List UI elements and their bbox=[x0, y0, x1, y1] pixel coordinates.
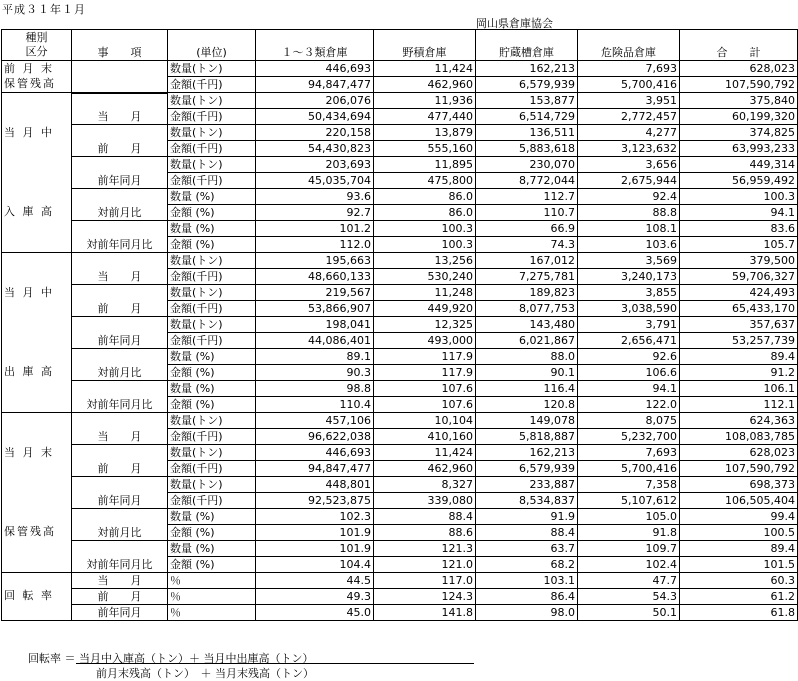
row-unit: 金額(千円) bbox=[168, 173, 256, 189]
row-value: 8,327 bbox=[374, 477, 476, 493]
row-unit: ％ bbox=[168, 573, 256, 589]
table-row bbox=[2, 445, 798, 461]
row-unit: 金額 (%) bbox=[168, 365, 256, 381]
row-value: 109.7 bbox=[578, 541, 680, 557]
row-unit: 金額(千円) bbox=[168, 333, 256, 349]
row-value: 107.6 bbox=[374, 381, 476, 397]
row-value: 8,077,753 bbox=[476, 301, 578, 317]
row-value: 49.3 bbox=[256, 589, 374, 605]
row-unit: 金額 (%) bbox=[168, 557, 256, 573]
row-item: 前 月 bbox=[72, 285, 168, 317]
row-value: 7,275,781 bbox=[476, 269, 578, 285]
row-value: 6,579,939 bbox=[476, 77, 578, 93]
row-value: 206,076 bbox=[256, 93, 374, 109]
row-value: 6,514,729 bbox=[476, 109, 578, 125]
section-label-line: 回 転 率 bbox=[4, 589, 54, 602]
section-label-line: 保管残高 bbox=[4, 76, 56, 90]
row-value: 11,424 bbox=[374, 61, 476, 77]
row-value: 86.0 bbox=[374, 205, 476, 221]
row-unit: 数量(トン) bbox=[168, 285, 256, 301]
header-category bbox=[2, 30, 72, 61]
section-label bbox=[2, 93, 72, 253]
row-value: 99.4 bbox=[680, 509, 798, 525]
row-value: 116.4 bbox=[476, 381, 578, 397]
row-value: 61.2 bbox=[680, 589, 798, 605]
row-value: 94,847,477 bbox=[256, 77, 374, 93]
row-value: 628,023 bbox=[680, 61, 798, 77]
row-value: 3,569 bbox=[578, 253, 680, 269]
row-unit: 金額(千円) bbox=[168, 461, 256, 477]
row-value: 446,693 bbox=[256, 445, 374, 461]
table-row bbox=[2, 381, 798, 397]
row-unit: 金額 (%) bbox=[168, 397, 256, 413]
row-value: 424,493 bbox=[680, 285, 798, 301]
row-value: 100.3 bbox=[374, 237, 476, 253]
row-value: 110.7 bbox=[476, 205, 578, 221]
row-value: 96,622,038 bbox=[256, 429, 374, 445]
row-value: 4,277 bbox=[578, 125, 680, 141]
row-value: 3,038,590 bbox=[578, 301, 680, 317]
section-label bbox=[2, 253, 72, 413]
row-item: 前年同月 bbox=[72, 477, 168, 509]
row-value: 93.6 bbox=[256, 189, 374, 205]
section-label bbox=[2, 573, 72, 621]
header-row bbox=[2, 30, 798, 61]
row-value: 448,801 bbox=[256, 477, 374, 493]
row-unit: 数量(トン) bbox=[168, 317, 256, 333]
row-value: 530,240 bbox=[374, 269, 476, 285]
row-value: 92.7 bbox=[256, 205, 374, 221]
row-value: 100.3 bbox=[680, 189, 798, 205]
row-unit: 金額(千円) bbox=[168, 141, 256, 157]
row-value: 11,248 bbox=[374, 285, 476, 301]
row-value: 44.5 bbox=[256, 573, 374, 589]
row-value: 13,879 bbox=[374, 125, 476, 141]
row-value: 167,012 bbox=[476, 253, 578, 269]
table-row bbox=[2, 93, 798, 109]
page-title: 平成３１年１月 bbox=[2, 3, 86, 16]
row-value: 60.3 bbox=[680, 573, 798, 589]
row-value: 477,440 bbox=[374, 109, 476, 125]
row-value: 44,086,401 bbox=[256, 333, 374, 349]
table-row bbox=[2, 285, 798, 301]
association-name: 岡山県倉庫協会 bbox=[476, 17, 553, 30]
row-item: 前 月 bbox=[72, 589, 168, 605]
header-col: １～３類倉庫 bbox=[256, 30, 374, 61]
row-unit: 数量 (%) bbox=[168, 189, 256, 205]
row-value: 88.6 bbox=[374, 525, 476, 541]
row-unit: 数量 (%) bbox=[168, 381, 256, 397]
row-item bbox=[72, 61, 168, 93]
row-value: 106,505,404 bbox=[680, 493, 798, 509]
row-value: 357,637 bbox=[680, 317, 798, 333]
row-value: 89.4 bbox=[680, 541, 798, 557]
row-value: 475,800 bbox=[374, 173, 476, 189]
row-value: 339,080 bbox=[374, 493, 476, 509]
row-value: 2,772,457 bbox=[578, 109, 680, 125]
row-value: 102.4 bbox=[578, 557, 680, 573]
row-value: 50.1 bbox=[578, 605, 680, 621]
row-value: 374,825 bbox=[680, 125, 798, 141]
header-col: 危険品倉庫 bbox=[578, 30, 680, 61]
row-value: 101.2 bbox=[256, 221, 374, 237]
row-value: 8,075 bbox=[578, 413, 680, 429]
section-label-line: 保管残高 bbox=[4, 524, 56, 538]
row-value: 65,433,170 bbox=[680, 301, 798, 317]
row-unit: 数量(トン) bbox=[168, 157, 256, 173]
table-row bbox=[2, 125, 798, 141]
row-item: 対前年同月比 bbox=[72, 381, 168, 413]
row-value: 5,232,700 bbox=[578, 429, 680, 445]
row-value: 7,693 bbox=[578, 61, 680, 77]
row-value: 92.6 bbox=[578, 349, 680, 365]
row-value: 162,213 bbox=[476, 61, 578, 77]
row-value: 107,590,792 bbox=[680, 77, 798, 93]
row-value: 624,363 bbox=[680, 413, 798, 429]
section-label-line: 当 月 末 bbox=[4, 445, 54, 459]
header-category-line: 区分 bbox=[25, 45, 48, 58]
section-label bbox=[2, 413, 72, 573]
row-value: 54,430,823 bbox=[256, 141, 374, 157]
table-row bbox=[2, 349, 798, 365]
row-value: 120.8 bbox=[476, 397, 578, 413]
row-value: 233,887 bbox=[476, 477, 578, 493]
row-value: 230,070 bbox=[476, 157, 578, 173]
row-unit: 金額 (%) bbox=[168, 205, 256, 221]
formula-divider bbox=[76, 663, 474, 664]
row-value: 8,772,044 bbox=[476, 173, 578, 189]
row-value: 91.2 bbox=[680, 365, 798, 381]
table-row bbox=[2, 157, 798, 173]
row-item: 当 月 bbox=[72, 413, 168, 445]
row-item: 対前年同月比 bbox=[72, 221, 168, 253]
warehouse-stats-table bbox=[1, 29, 798, 621]
row-value: 108,083,785 bbox=[680, 429, 798, 445]
row-value: 103.1 bbox=[476, 573, 578, 589]
row-item: 対前月比 bbox=[72, 189, 168, 221]
row-value: 90.3 bbox=[256, 365, 374, 381]
row-value: 88.4 bbox=[476, 525, 578, 541]
row-value: 121.3 bbox=[374, 541, 476, 557]
row-value: 107,590,792 bbox=[680, 461, 798, 477]
row-value: 6,579,939 bbox=[476, 461, 578, 477]
row-value: 3,791 bbox=[578, 317, 680, 333]
section-label-line: 当 月 中 bbox=[4, 125, 54, 139]
row-item: 当 月 bbox=[72, 253, 168, 285]
header-category-line: 種別 bbox=[25, 31, 48, 44]
row-value: 2,675,944 bbox=[578, 173, 680, 189]
row-value: 88.0 bbox=[476, 349, 578, 365]
row-value: 112.7 bbox=[476, 189, 578, 205]
row-value: 105.0 bbox=[578, 509, 680, 525]
row-value: 45,035,704 bbox=[256, 173, 374, 189]
row-value: 100.5 bbox=[680, 525, 798, 541]
section-label-line: 当 月 中 bbox=[4, 285, 54, 299]
row-value: 10,104 bbox=[374, 413, 476, 429]
row-value: 45.0 bbox=[256, 605, 374, 621]
section-label-line: 入 庫 高 bbox=[4, 204, 54, 218]
row-value: 106.1 bbox=[680, 381, 798, 397]
row-value: 219,567 bbox=[256, 285, 374, 301]
row-value: 98.0 bbox=[476, 605, 578, 621]
row-value: 86.0 bbox=[374, 189, 476, 205]
row-value: 59,706,327 bbox=[680, 269, 798, 285]
header-col: 合 計 bbox=[680, 30, 798, 61]
row-value: 149,078 bbox=[476, 413, 578, 429]
row-value: 220,158 bbox=[256, 125, 374, 141]
row-value: 60,199,320 bbox=[680, 109, 798, 125]
row-unit: 金額 (%) bbox=[168, 525, 256, 541]
row-value: 117.9 bbox=[374, 365, 476, 381]
row-value: 74.3 bbox=[476, 237, 578, 253]
row-value: 68.2 bbox=[476, 557, 578, 573]
row-value: 101.5 bbox=[680, 557, 798, 573]
row-value: 7,693 bbox=[578, 445, 680, 461]
row-value: 7,358 bbox=[578, 477, 680, 493]
row-value: 50,434,694 bbox=[256, 109, 374, 125]
row-value: 375,840 bbox=[680, 93, 798, 109]
row-unit: 数量(トン) bbox=[168, 93, 256, 109]
row-value: 94.1 bbox=[578, 381, 680, 397]
row-value: 410,160 bbox=[374, 429, 476, 445]
row-value: 11,424 bbox=[374, 445, 476, 461]
row-unit: 数量 (%) bbox=[168, 509, 256, 525]
row-value: 61.8 bbox=[680, 605, 798, 621]
row-unit: 金額(千円) bbox=[168, 109, 256, 125]
row-value: 89.1 bbox=[256, 349, 374, 365]
row-item: 対前月比 bbox=[72, 509, 168, 541]
row-unit: ％ bbox=[168, 589, 256, 605]
table-row bbox=[2, 477, 798, 493]
row-unit: 金額(千円) bbox=[168, 301, 256, 317]
section-label-line: 前 月 末 bbox=[4, 61, 54, 75]
header-col: 貯蔵槽倉庫 bbox=[476, 30, 578, 61]
row-value: 92.4 bbox=[578, 189, 680, 205]
row-unit: 数量(トン) bbox=[168, 125, 256, 141]
row-unit: 数量 (%) bbox=[168, 541, 256, 557]
row-value: 98.8 bbox=[256, 381, 374, 397]
row-value: 121.0 bbox=[374, 557, 476, 573]
section-label bbox=[2, 61, 72, 93]
section-label-line: 出 庫 高 bbox=[4, 364, 54, 378]
row-value: 11,895 bbox=[374, 157, 476, 173]
row-value: 379,500 bbox=[680, 253, 798, 269]
row-item: 対前月比 bbox=[72, 349, 168, 381]
row-item: 前年同月 bbox=[72, 157, 168, 189]
row-item: 前年同月 bbox=[72, 317, 168, 349]
row-unit: 金額 (%) bbox=[168, 237, 256, 253]
row-value: 56,959,492 bbox=[680, 173, 798, 189]
row-value: 83.6 bbox=[680, 221, 798, 237]
row-item: 当 月 bbox=[72, 573, 168, 589]
row-value: 12,325 bbox=[374, 317, 476, 333]
row-value: 8,534,837 bbox=[476, 493, 578, 509]
table-row bbox=[2, 221, 798, 237]
row-unit: 数量(トン) bbox=[168, 61, 256, 77]
row-value: 101.9 bbox=[256, 541, 374, 557]
row-value: 493,000 bbox=[374, 333, 476, 349]
table-row bbox=[2, 541, 798, 557]
row-value: 3,240,173 bbox=[578, 269, 680, 285]
row-item: 対前年同月比 bbox=[72, 541, 168, 573]
row-value: 5,700,416 bbox=[578, 77, 680, 93]
row-value: 117.0 bbox=[374, 573, 476, 589]
row-value: 5,818,887 bbox=[476, 429, 578, 445]
row-value: 141.8 bbox=[374, 605, 476, 621]
formula-numerator: 回転率 ＝ 当月中入庫高（トン）＋ 当月中出庫高（トン） bbox=[28, 652, 314, 665]
row-value: 112.1 bbox=[680, 397, 798, 413]
row-value: 462,960 bbox=[374, 77, 476, 93]
row-unit: ％ bbox=[168, 605, 256, 621]
row-value: 628,023 bbox=[680, 445, 798, 461]
row-value: 63.7 bbox=[476, 541, 578, 557]
row-value: 88.4 bbox=[374, 509, 476, 525]
table-row bbox=[2, 605, 798, 621]
header-item: 事 項 bbox=[72, 30, 168, 61]
row-value: 63,993,233 bbox=[680, 141, 798, 157]
row-value: 13,256 bbox=[374, 253, 476, 269]
row-value: 92,523,875 bbox=[256, 493, 374, 509]
row-value: 53,257,739 bbox=[680, 333, 798, 349]
row-value: 107.6 bbox=[374, 397, 476, 413]
row-value: 449,314 bbox=[680, 157, 798, 173]
table-row bbox=[2, 589, 798, 605]
row-unit: 金額(千円) bbox=[168, 269, 256, 285]
row-value: 103.6 bbox=[578, 237, 680, 253]
row-unit: 数量 (%) bbox=[168, 221, 256, 237]
row-value: 94,847,477 bbox=[256, 461, 374, 477]
row-value: 457,106 bbox=[256, 413, 374, 429]
row-unit: 金額(千円) bbox=[168, 493, 256, 509]
row-unit: 数量(トン) bbox=[168, 477, 256, 493]
row-value: 90.1 bbox=[476, 365, 578, 381]
table-row bbox=[2, 413, 798, 429]
table-row bbox=[2, 189, 798, 205]
row-value: 198,041 bbox=[256, 317, 374, 333]
row-value: 462,960 bbox=[374, 461, 476, 477]
row-value: 101.9 bbox=[256, 525, 374, 541]
row-value: 112.0 bbox=[256, 237, 374, 253]
row-value: 117.9 bbox=[374, 349, 476, 365]
row-value: 108.1 bbox=[578, 221, 680, 237]
row-value: 106.6 bbox=[578, 365, 680, 381]
row-item: 当 月 bbox=[72, 93, 168, 125]
row-value: 53,866,907 bbox=[256, 301, 374, 317]
row-value: 3,656 bbox=[578, 157, 680, 173]
table-row bbox=[2, 317, 798, 333]
table-row bbox=[2, 509, 798, 525]
row-value: 91.8 bbox=[578, 525, 680, 541]
header-col: 野積倉庫 bbox=[374, 30, 476, 61]
row-value: 122.0 bbox=[578, 397, 680, 413]
formula-denominator: 前月末残高（トン） ＋ 当月末残高（トン） bbox=[96, 667, 314, 680]
row-value: 3,951 bbox=[578, 93, 680, 109]
table-row bbox=[2, 61, 798, 77]
row-value: 698,373 bbox=[680, 477, 798, 493]
row-value: 94.1 bbox=[680, 205, 798, 221]
row-value: 189,823 bbox=[476, 285, 578, 301]
header-unit: (単位) bbox=[168, 30, 256, 61]
row-item: 前 月 bbox=[72, 125, 168, 157]
row-value: 110.4 bbox=[256, 397, 374, 413]
row-value: 136,511 bbox=[476, 125, 578, 141]
table-row bbox=[2, 253, 798, 269]
row-value: 446,693 bbox=[256, 61, 374, 77]
row-value: 143,480 bbox=[476, 317, 578, 333]
row-value: 11,936 bbox=[374, 93, 476, 109]
row-value: 124.3 bbox=[374, 589, 476, 605]
row-unit: 数量(トン) bbox=[168, 253, 256, 269]
row-value: 5,883,618 bbox=[476, 141, 578, 157]
row-value: 3,855 bbox=[578, 285, 680, 301]
row-item: 前年同月 bbox=[72, 605, 168, 621]
row-value: 162,213 bbox=[476, 445, 578, 461]
row-value: 105.7 bbox=[680, 237, 798, 253]
row-value: 449,920 bbox=[374, 301, 476, 317]
row-value: 100.3 bbox=[374, 221, 476, 237]
table-row bbox=[2, 573, 798, 589]
row-unit: 数量 (%) bbox=[168, 349, 256, 365]
row-value: 86.4 bbox=[476, 589, 578, 605]
row-unit: 金額(千円) bbox=[168, 429, 256, 445]
row-value: 47.7 bbox=[578, 573, 680, 589]
row-value: 102.3 bbox=[256, 509, 374, 525]
row-value: 555,160 bbox=[374, 141, 476, 157]
row-value: 195,663 bbox=[256, 253, 374, 269]
row-value: 88.8 bbox=[578, 205, 680, 221]
row-value: 203,693 bbox=[256, 157, 374, 173]
row-value: 5,107,612 bbox=[578, 493, 680, 509]
row-value: 6,021,867 bbox=[476, 333, 578, 349]
row-value: 54.3 bbox=[578, 589, 680, 605]
row-value: 48,660,133 bbox=[256, 269, 374, 285]
row-unit: 数量(トン) bbox=[168, 413, 256, 429]
row-unit: 数量(トン) bbox=[168, 445, 256, 461]
row-value: 66.9 bbox=[476, 221, 578, 237]
row-value: 2,656,471 bbox=[578, 333, 680, 349]
row-value: 104.4 bbox=[256, 557, 374, 573]
row-value: 89.4 bbox=[680, 349, 798, 365]
row-unit: 金額(千円) bbox=[168, 77, 256, 93]
row-item: 前 月 bbox=[72, 445, 168, 477]
row-value: 91.9 bbox=[476, 509, 578, 525]
row-value: 3,123,632 bbox=[578, 141, 680, 157]
row-value: 5,700,416 bbox=[578, 461, 680, 477]
row-value: 153,877 bbox=[476, 93, 578, 109]
